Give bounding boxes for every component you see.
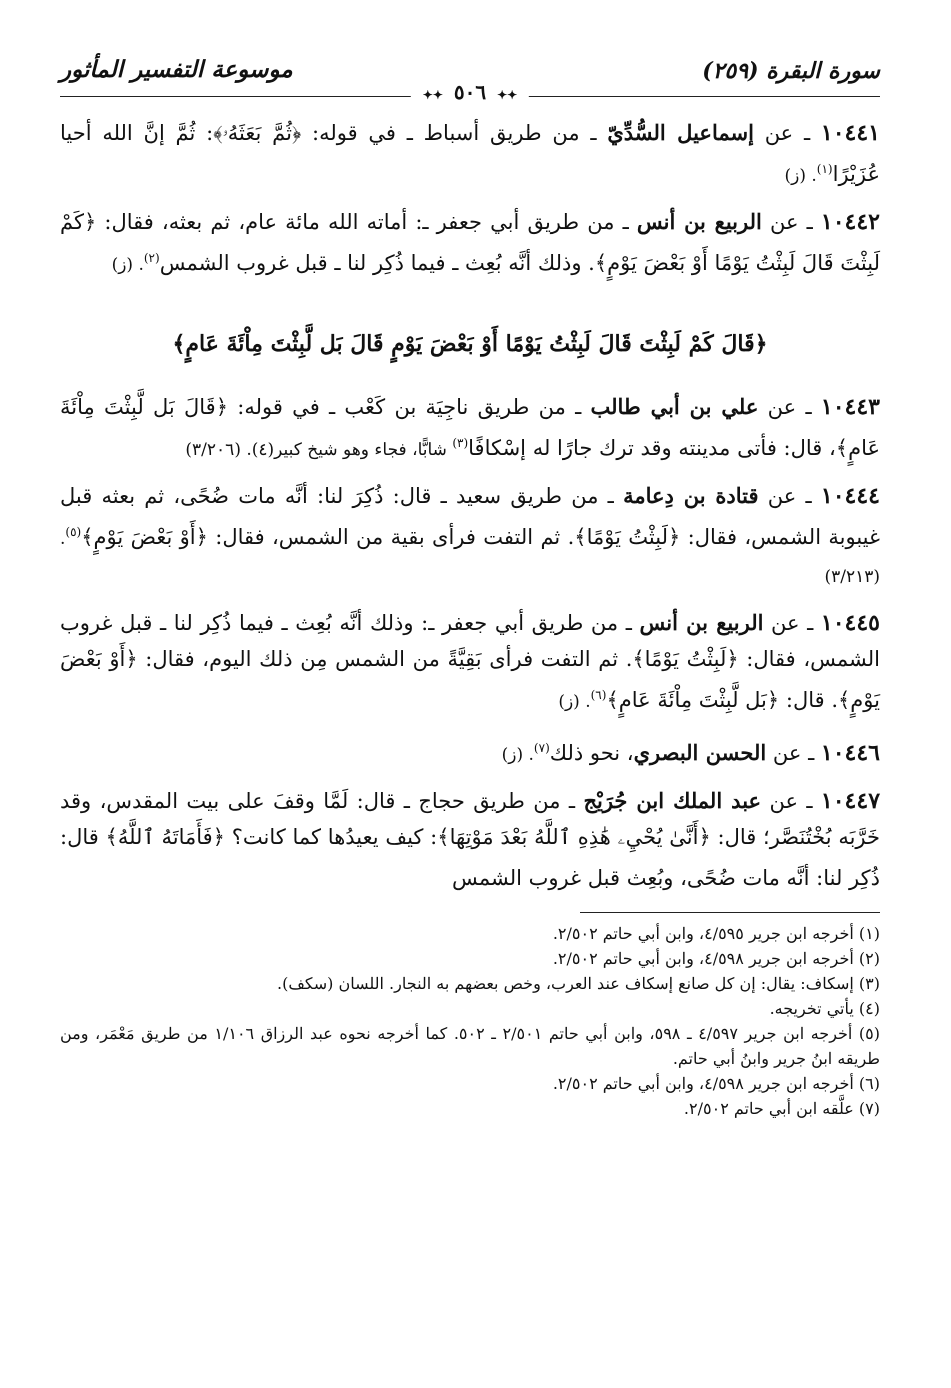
page	[60, 52, 880, 1121]
page-header	[60, 52, 880, 104]
entry-prefix: ـ عن	[753, 121, 821, 145]
entry-text: ـ من طريق ناجِيَة بن كَعْب ـ في قوله: ﴿قَالَ بَل لَّبِثْتَ مِاْئَةَ عَامٍ﴾، قال: فأتى مدينته وقد ترك جارًا له إسْكافًا	[60, 395, 880, 460]
entry-prefix: ـ عن	[761, 789, 821, 813]
footnote: (٥) أخرجه ابن جرير ٤/٥٩٧ ـ ٥٩٨، وابن أبي حاتم ٢/٥٠١ ـ ٥٠٢. كما أخرجه نحوه عبد الرزاق ١/١٠٦ من طريق مَعْمَر، ومن طريقه ابنُ جرير وابنُ أبي حاتم.	[60, 1024, 881, 1068]
footnote: (٣) إسكاف: يقال: إن كل صانع إسكاف عند العرب، وخص بعضهم به النجار. اللسان (سكف).	[276, 974, 880, 993]
narration-entry	[60, 478, 880, 595]
entry-source: . (٣/٢١٣)	[60, 529, 880, 587]
entry-text: ـ من طريق سعيد ـ قال: ذُكِرَ لنا: أنَّه مات ضُحًى، ثم بعثه قبل غيبوبة الشمس، فقال: ﴿لَبِثْتُ يَوْمًا﴾. ثم التفت فرأى بقية من الشمس، فقال: ﴿أَوْ بَعْضَ يَوْمٍ﴾	[60, 484, 880, 549]
ornament-icon: ✦✦	[497, 88, 518, 102]
narrator-name: الربيع بن أنس	[636, 209, 762, 234]
entry-number: ١٠٤٤٦	[820, 740, 880, 766]
entry-source: شابًّا، فجاء وهو شيخ كبير(٤). (٣/٢٠٦)	[185, 440, 453, 460]
narration-entry	[60, 605, 880, 720]
footnote-ref: (٥)	[65, 525, 82, 539]
entry-number: ١٠٤٤٤	[820, 483, 880, 509]
entry-source: . (ز)	[111, 255, 144, 275]
narrator-name: الربيع بن أنس	[639, 610, 764, 635]
footnote: (١) أخرجه ابن جرير ٤/٥٩٥، وابن أبي حاتم ٢/٥٠٢.	[552, 924, 880, 943]
footnote-ref: (٦)	[590, 688, 607, 702]
entry-text: ـ من طريق أبي جعفر ـ: أماته الله مائة عام، ثم بعثه، فقال: ﴿كَمْ لَبِثْتَ قَالَ لَبِثْتُ يَوْمًا أَوْ بَعْضَ يَوْمٍ﴾. وذلك أنَّه بُعِث ـ فيما ذُكِر لنا ـ قبل غروب الشمس	[60, 210, 880, 275]
entry-prefix: ـ عن	[761, 210, 821, 234]
narrator-name: عبد الملك ابن جُرَيْج	[583, 788, 762, 813]
narrator-name: إسماعيل السُّدِّيّ	[607, 120, 754, 145]
entry-number: ١٠٤٤١	[820, 120, 880, 146]
entry-text: ، نحو ذلك	[549, 741, 634, 765]
surah-heading: سورة البقرة (٢٥٩)	[702, 58, 880, 84]
narration-entry	[60, 389, 880, 468]
entry-text: ـ من طريق حجاج ـ قال: لَمَّا وقفَ على بيت المقدس، وقد خَرَّبَه بُخْتُنَصَّر؛ قال: ﴿أَنَّىٰ يُحْيِۦ هَٰذِهِ ٱللَّهُ بَعْدَ مَوْتِهَا﴾: كيف يعيدُها كما كانت؟ ﴿فَأَمَاتَهُ ٱللَّهُ﴾ قال: ذُكِر لنا: أنَّه مات ضُحًى، وبُعِث قبل غروب الشمس	[60, 789, 880, 890]
footnote-ref: (١)	[816, 162, 833, 176]
entry-number: ١٠٤٤٣	[820, 394, 880, 420]
narrator-name: قتادة بن دِعامة	[623, 483, 759, 508]
entry-text: ـ من طريق أسباط ـ في قوله: ﴿ثُمَّ بَعَثَهُۥ﴾: ثُمَّ إنَّ الله أحيا عُزَيْرًا	[60, 121, 880, 186]
narration-entry	[60, 730, 880, 773]
footnotes	[60, 921, 880, 1121]
quran-verse: ﴿قَالَ كَمْ لَبِثْتَ قَالَ لَبِثْتُ يَوْمًا أَوْ بَعْضَ يَوْمٍ قَالَ بَل لَّبِثْتَ مِاْئَةَ عَامٍ﴾	[172, 331, 768, 357]
page-number-wrap	[411, 80, 529, 104]
footnote-ref: (٢)	[143, 251, 160, 265]
entry-prefix: ـ عن	[758, 484, 821, 508]
entry-prefix: ـ عن	[763, 611, 821, 635]
narrator-name: الحسن البصري	[633, 740, 767, 765]
footnote: (٧) علَّقه ابن أبي حاتم ٢/٥٠٢.	[683, 1099, 880, 1118]
narration-entry	[60, 783, 880, 898]
entry-source: . (ز)	[501, 745, 534, 765]
entry-prefix: ـ عن	[758, 395, 821, 419]
footnote-ref: (٧)	[533, 741, 550, 755]
entry-source: . (ز)	[784, 166, 817, 186]
footnote: (٢) أخرجه ابن جرير ٤/٥٩٨، وابن أبي حاتم ٢/٥٠٢.	[552, 949, 880, 968]
narration-entry	[60, 204, 880, 283]
ornament-icon: ✦✦	[422, 88, 443, 102]
book-title: موسوعة التفسير المأثور	[60, 56, 293, 83]
footnote: (٦) أخرجه ابن جرير ٤/٥٩٨، وابن أبي حاتم ٢/٥٠٢.	[552, 1074, 880, 1093]
entry-text: ـ من طريق أبي جعفر ـ: وذلك أنَّه بُعِث ـ فيما ذُكِر لنا ـ قبل غروب الشمس، فقال: ﴿لَبِثْتُ يَوْمًا﴾. ثم التفت فرأى بَقِيَّةً من الشمس مِن ذلك اليوم، فقال: ﴿أَوْ بَعْضَ يَوْمٍ﴾. قال: ﴿بَل لَّبِثْتَ مِاْئَةَ عَامٍ﴾	[60, 611, 880, 712]
entry-source: . (ز)	[558, 692, 591, 712]
entry-number: ١٠٤٤٥	[820, 610, 880, 636]
page-number: ٥٠٦	[453, 80, 487, 104]
footnote: (٤) يأتي تخريجه.	[769, 999, 880, 1018]
entry-prefix: ـ عن	[766, 741, 821, 765]
footnote-ref: (٣)	[452, 436, 469, 450]
narrator-name: علي بن أبي طالب	[590, 394, 759, 419]
narration-entry	[60, 115, 880, 194]
entry-number: ١٠٤٤٢	[820, 209, 880, 235]
entry-number: ١٠٤٤٧	[820, 788, 881, 814]
footnote-divider	[580, 912, 880, 913]
